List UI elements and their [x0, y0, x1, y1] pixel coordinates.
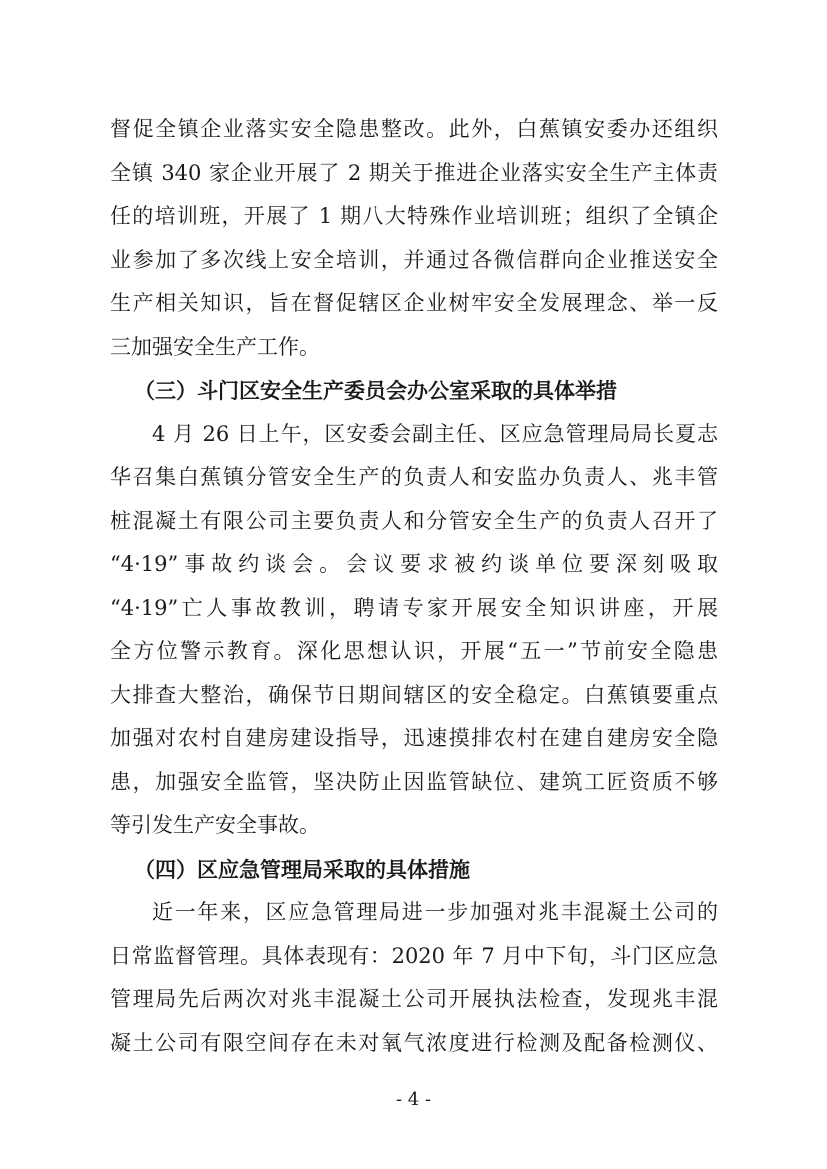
text-line: 督促全镇企业落实安全隐患整改。此外，白蕉镇安委办还组织 [110, 117, 718, 141]
text-line: 任的培训班，开展了 1 期八大特殊作业培训班；组织了全镇企 [110, 204, 718, 228]
text-line: 三加强安全生产工作。 [110, 334, 320, 359]
text-line: 桩混凝土有限公司主要负责人和分管安全生产的负责人召开了 [110, 508, 718, 533]
text-line: 4 月 26 日上午，区安委会副主任、区应急管理局局长夏志 [152, 421, 718, 446]
text-line: 华召集白蕉镇分管安全生产的负责人和安监办负责人、兆丰管 [110, 465, 718, 489]
body-text [110, 108, 718, 1065]
text-line: 患，加强安全监管，坚决防止因监管缺位、建筑工匠资质不够 [110, 769, 718, 794]
text-line: 生产相关知识，旨在督促辖区企业树牢安全发展理念、举一反 [110, 291, 718, 315]
text-line: 加强对农村自建房建设指导，迅速摸排农村在建自建房安全隐 [110, 726, 718, 750]
text-line: 近一年来，区应急管理局进一步加强对兆丰混凝土公司的 [152, 900, 718, 924]
text-line: 全方位警示教育。深化思想认识，开展“五一”节前安全隐患 [110, 639, 718, 663]
text-line: 日常监督管理。具体表现有：2020 年 7 月中下旬，斗门区应急 [110, 943, 718, 968]
section-heading-3: （三）斗门区安全生产委员会办公室采取的具体举措 [134, 378, 617, 403]
text-line: 业参加了多次线上安全培训，并通过各微信群向企业推送安全 [110, 247, 718, 272]
text-line: 管理局先后两次对兆丰混凝土公司开展执法检查，发现兆丰混 [110, 987, 718, 1011]
text-line: 大排查大整治，确保节日期间辖区的安全稳定。白蕉镇要重点 [110, 682, 718, 707]
text-line: 等引发生产安全事故。 [110, 813, 320, 837]
section-heading-4: （四）区应急管理局采取的具体措施 [134, 856, 470, 882]
page-number: - 4 - [395, 1089, 432, 1110]
text-line: “4·19”事故约谈会。会议要求被约谈单位要深刻吸取 [110, 552, 718, 576]
text-line: “4·19”亡人事故教训，聘请专家开展安全知识讲座，开展 [110, 595, 718, 620]
text-line: 全镇 340 家企业开展了 2 期关于推进企业落实安全生产主体责 [110, 160, 718, 185]
text-line: 凝土公司有限空间存在未对氧气浓度进行检测及配备检测仪、 [110, 1030, 718, 1055]
